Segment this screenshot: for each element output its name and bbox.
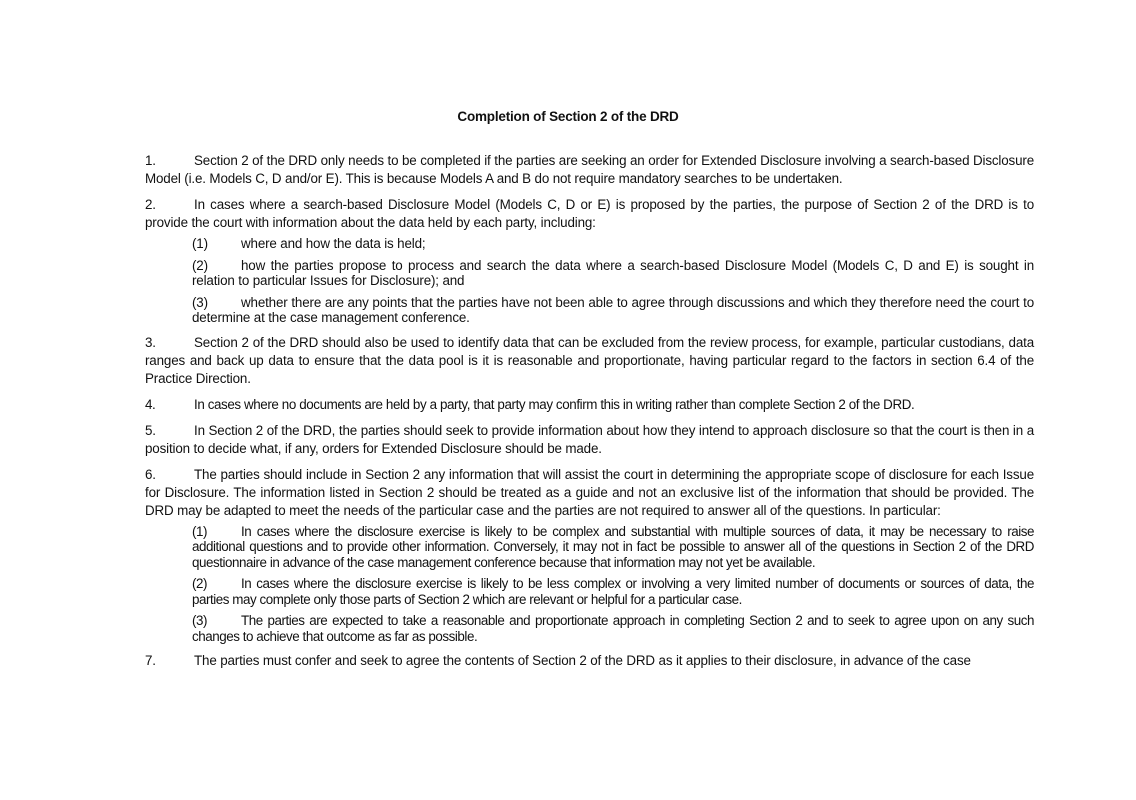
paragraph-2 <box>145 196 1034 232</box>
paragraph-number: 7. <box>145 653 156 668</box>
subitem-text: The parties are expected to take a reasonable and proportionate approach in completing Section 2 and to seek to agree upon on any such changes to achieve that outcome as far as possible. <box>192 613 1034 644</box>
subitem-2-1 <box>192 236 1034 252</box>
subitem-number: (1) <box>192 236 208 251</box>
subitem-2-2 <box>192 258 1034 289</box>
paragraph-5 <box>145 422 1034 458</box>
paragraph-text: The parties must confer and seek to agree the contents of Section 2 of the DRD as it applies to their disclosure, in advance of the case <box>194 653 971 668</box>
subitem-2-3 <box>192 295 1034 326</box>
paragraph-text: Section 2 of the DRD only needs to be completed if the parties are seeking an order for Extended Disclosure involving a search-based Disclosure Model (i.e. Models C, D and/or E). This is because Models A and B do not require mandatory searches to be undertaken. <box>145 153 1034 186</box>
subitem-text: where and how the data is held; <box>241 236 426 251</box>
document-body <box>145 152 1034 678</box>
paragraph-6 <box>145 466 1034 520</box>
paragraph-4 <box>145 396 1034 414</box>
paragraph-number: 5. <box>145 422 156 438</box>
paragraph-text: In Section 2 of the DRD, the parties should seek to provide information about how they intend to approach disclosure so that the court is then in a position to decide what, if any, orders for Extended Disclosure should be made. <box>145 422 1034 456</box>
subitem-number: (3) <box>192 613 208 628</box>
paragraph-7 <box>145 652 1034 670</box>
subitem-number: (1) <box>192 523 208 539</box>
subitem-6-1 <box>192 524 1034 571</box>
subitem-6-2 <box>192 576 1034 607</box>
paragraph-1 <box>145 152 1034 188</box>
paragraph-number: 2. <box>145 197 156 212</box>
paragraph-number: 1. <box>145 153 156 168</box>
subitem-text: whether there are any points that the parties have not been able to agree through discussions and which they therefore need the court to determine at the case management conference. <box>192 294 1034 325</box>
paragraph-text: In cases where no documents are held by a party, that party may confirm this in writing rather than complete Section 2 of the DRD. <box>194 396 915 412</box>
paragraph-number: 4. <box>145 396 156 412</box>
paragraph-text: The parties should include in Section 2 any information that will assist the court in determining the appropriate scope of disclosure for each Issue for Disclosure. The information listed in Section 2 should be treated as a guide and not an exclusive list of the information that should be provided. The DRD may be adapted to meet the needs of the particular case and the parties are not required to answer all of the questions. In particular: <box>145 466 1034 518</box>
subitem-number: (2) <box>192 576 208 591</box>
document-title: Completion of Section 2 of the DRD <box>457 109 679 124</box>
paragraph-number: 6. <box>145 466 156 482</box>
subitem-6-3 <box>192 613 1034 644</box>
subitem-text: In cases where the disclosure exercise is likely to be less complex or involving a very limited number of documents or sources of data, the parties may complete only those parts of Section 2 which are relevant or helpful for a particular case. <box>192 576 1034 607</box>
subitem-text: how the parties propose to process and search the data where a search-based Disclosure Model (Models C, D and E) is sought in relation to particular Issues for Disclosure); and <box>192 257 1034 288</box>
subitem-number: (3) <box>192 294 208 310</box>
paragraph-text: In cases where a search-based Disclosure Model (Models C, D or E) is proposed by the parties, the purpose of Section 2 of the DRD is to provide the court with information about the data held by each party, including: <box>145 197 1034 230</box>
paragraph-3 <box>145 334 1034 388</box>
paragraph-number: 3. <box>145 334 156 350</box>
paragraph-text: Section 2 of the DRD should also be used to identify data that can be excluded from the review process, for example, particular custodians, data ranges and back up data to ensure that the data pool is it is reasonable and proportionate, having particular regard to the factors in section 6.4 of the Practice Direction. <box>145 334 1034 386</box>
subitem-number: (2) <box>192 257 208 273</box>
subitem-text: In cases where the disclosure exercise is likely to be complex and substantial with multiple sources of data, it may be necessary to raise additional questions and to provide other information. Conversely, it may not in fact be possible to answer all of the questions in Section 2 of the DRD questionnaire in advance of the case management conference because that information may not yet be available. <box>192 523 1034 570</box>
